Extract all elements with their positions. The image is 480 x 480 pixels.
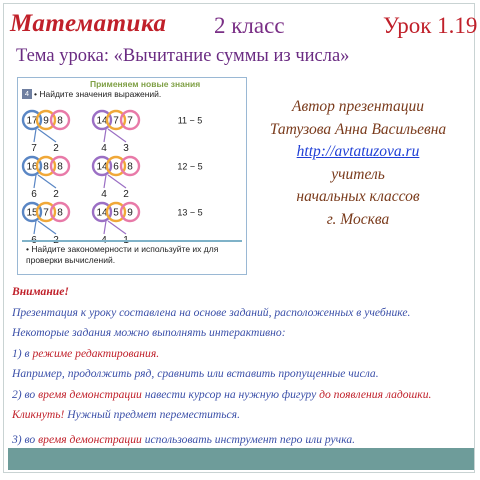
expression-text: 12 − 5 <box>177 161 203 172</box>
expression-text: 11 − 5 <box>177 115 203 126</box>
task-number-badge: 4 <box>22 89 32 99</box>
left-group-part: 2 <box>53 189 59 200</box>
left-group-connector <box>38 175 56 188</box>
left-group-connector <box>38 129 56 142</box>
right-group-connector <box>104 129 106 142</box>
textbook-heading: Применяем новые знания <box>90 79 201 89</box>
expression-text: 13 − 5 <box>177 207 203 218</box>
lesson-label: Урок 1.19 <box>383 13 478 38</box>
subject-title: Математика <box>10 10 167 37</box>
notice-item-3: 3) во время демонстрации использовать инструмент перо или ручка. <box>12 432 356 446</box>
bottom-bar <box>8 448 474 470</box>
notice-item-1: 1) в режиме редактирования. <box>12 346 160 360</box>
left-group-ring-number: 8 <box>57 115 63 127</box>
right-group-part: 2 <box>123 189 129 200</box>
number-rings-diagram <box>18 100 246 250</box>
left-group-connector <box>34 175 36 188</box>
author-block <box>248 96 468 231</box>
notice-item-2: 2) во время демонстрации навести курсор на нужную фигуру до появления ладошки. <box>12 387 432 401</box>
right-group-ring-number: 14 <box>96 115 108 127</box>
left-group-part: 2 <box>53 143 59 154</box>
left-group-connector <box>34 129 36 142</box>
author-website-link[interactable]: http://avtatuzova.ru <box>296 143 420 160</box>
right-group-connector <box>104 221 106 234</box>
left-group-ring-number: 15 <box>26 207 38 219</box>
notice-paragraph-3: Например, продолжить ряд, сравнить или вставить пропущенные числа. <box>12 367 379 380</box>
textbook-image <box>17 77 247 275</box>
left-group-ring-number: 7 <box>43 207 49 219</box>
left-group-part: 7 <box>31 143 37 154</box>
right-group-connector <box>108 221 126 234</box>
right-group-ring-number: 7 <box>127 115 133 127</box>
left-group-ring-number: 8 <box>43 161 49 173</box>
author-role: учитель <box>331 165 385 183</box>
textbook-footer-text: • Найдите закономерности и используйте их для проверки вычислений. <box>26 244 219 265</box>
task-text: • Найдите значения выражений. <box>34 89 162 99</box>
right-group-part: 4 <box>101 189 107 200</box>
left-group-connector <box>34 221 36 234</box>
author-city: г. Москва <box>326 210 390 228</box>
right-group-connector <box>104 175 106 188</box>
left-group-ring-number: 8 <box>57 207 63 219</box>
left-group-ring-number: 16 <box>26 161 38 173</box>
left-group-part: 6 <box>31 189 37 200</box>
right-group-ring-number: 6 <box>113 161 119 173</box>
notice-paragraph-2: Некоторые задания можно выполнять интерактивно: <box>12 326 286 339</box>
left-group-ring-number: 9 <box>43 115 49 127</box>
right-group-connector <box>108 129 126 142</box>
right-group-ring-number: 8 <box>127 161 133 173</box>
grade-label: 2 класс <box>214 13 285 38</box>
left-group-connector <box>38 221 56 234</box>
author-name: Татузова Анна Васильевна <box>269 120 447 138</box>
notice-heading: Внимание! <box>12 285 69 298</box>
notice-item-2-cont: Кликнуть! Нужный предмет переместиться. <box>12 408 240 421</box>
notice-paragraph-1: Презентация к уроку составлена на основе заданий, расположенных в учебнике. <box>12 305 411 319</box>
right-group-ring-number: 7 <box>113 115 119 127</box>
textbook-divider <box>22 240 242 242</box>
author-role-2: начальных классов <box>296 188 420 205</box>
left-group-ring-number: 8 <box>57 161 63 173</box>
right-group-ring-number: 14 <box>96 161 108 173</box>
right-group-part: 4 <box>101 143 107 154</box>
author-line-1: Автор презентации <box>292 98 424 115</box>
right-group-ring-number: 5 <box>113 207 119 219</box>
notice-block <box>12 282 474 450</box>
left-group-ring-number: 17 <box>26 115 38 127</box>
right-group-ring-number: 14 <box>96 207 108 219</box>
right-group-connector <box>108 175 126 188</box>
right-group-ring-number: 9 <box>127 207 133 219</box>
right-group-part: 3 <box>123 143 129 154</box>
lesson-topic: Тема урока: «Вычитание суммы из числа» <box>16 46 350 66</box>
